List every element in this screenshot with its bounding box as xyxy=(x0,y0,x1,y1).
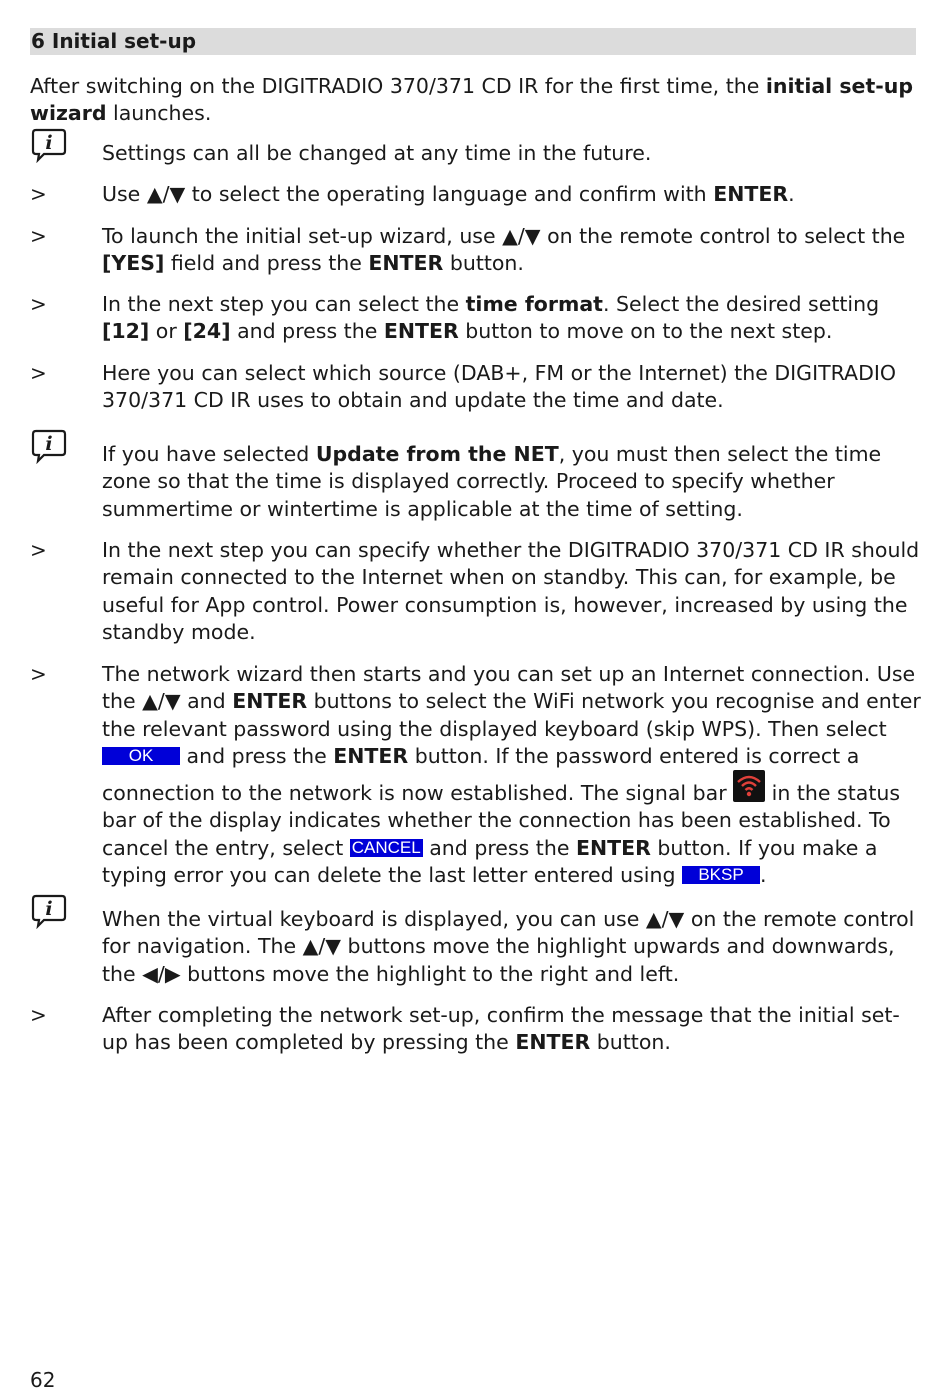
bullet-marker: > xyxy=(30,662,47,686)
svg-text:i: i xyxy=(45,433,53,455)
bullet-marker: > xyxy=(30,1003,47,1027)
svg-text:i: i xyxy=(45,132,53,154)
intro-paragraph xyxy=(30,73,920,128)
bullet-marker: > xyxy=(30,182,47,206)
bullet-marker: > xyxy=(30,292,47,316)
step-text: After completing the network set-up, confirm the message that the initial set-up has been completed by pressing the ENTER button. xyxy=(102,1003,900,1055)
step-text: In the next step you can specify whether the DIGITRADIO 370/371 CD IR should remain connected to the Internet when on standby. This can, for example, be useful for App control. Power consumption is, however, increased by using the standby mode. xyxy=(102,538,920,644)
bullet-marker: > xyxy=(30,361,47,385)
wifi-signal-icon xyxy=(733,770,765,802)
step-text: Use ▲/▼ to select the operating language and confirm with ENTER. xyxy=(102,182,795,206)
ok-button-graphic: OK xyxy=(102,747,180,765)
bullet-marker: > xyxy=(30,224,47,248)
note-text: If you have selected Update from the NET, you must then select the time zone so that the time is displayed correctly. Proceed to specify whether summertime or wintertime is applicable at the time of setting. xyxy=(102,442,882,521)
note-text: When the virtual keyboard is displayed, you can use ▲/▼ on the remote control for navigation. The ▲/▼ buttons move the highlight upwards and downwards, the ◀/▶ buttons move the highlight to the right and left. xyxy=(102,907,915,986)
bullet-marker: > xyxy=(30,538,47,562)
bksp-button-graphic: BKSP xyxy=(682,866,760,884)
info-note-icon xyxy=(30,127,68,163)
intro-text-end: launches. xyxy=(106,101,212,126)
page-number: 62 xyxy=(30,1368,56,1392)
intro-bold: initial set-up wizard xyxy=(30,74,914,126)
step-text: The network wizard then starts and you can set up an Internet connection. Use the ▲/▼ and ENTER buttons to select the WiFi network you recognise and enter the relevant password using the displayed keyboard (skip WPS). Then select OK and press the ENTER button. If the password entered is correct a connection to the network is now established. The signal bar in the status bar of the display indicates whether the connection has been established. To cancel the entry, select CANCEL and press the ENTER button. If you make a typing error you can delete the last letter entered using BKSP . xyxy=(102,662,921,888)
step-text: To launch the initial set-up wizard, use ▲/▼ on the remote control to select the [YES] field and press the ENTER button. xyxy=(102,224,906,276)
note-text: Settings can all be changed at any time in the future. xyxy=(102,141,652,165)
step-text: Here you can select which source (DAB+, FM or the Internet) the DIGITRADIO 370/371 CD IR uses to obtain and update the time and date. xyxy=(102,361,897,413)
section-heading: 6 Initial set-up xyxy=(30,28,916,55)
info-note-icon xyxy=(30,428,68,464)
info-note-icon xyxy=(30,893,68,929)
svg-text:i: i xyxy=(45,898,53,920)
cancel-button-graphic: CANCEL xyxy=(351,837,421,857)
intro-text: After switching on the DIGITRADIO 370/371 CD IR for the first time, the xyxy=(30,74,766,98)
step-text: In the next step you can select the time format. Select the desired setting [12] or [24] and press the ENTER button to move on to the next step. xyxy=(102,292,880,344)
